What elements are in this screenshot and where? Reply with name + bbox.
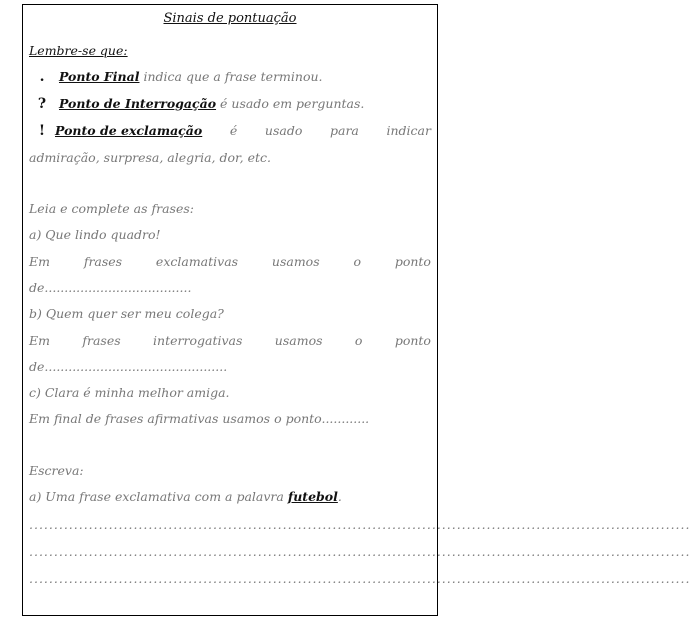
worksheet bbox=[22, 4, 690, 616]
exclamation-symbol: ! bbox=[38, 123, 46, 139]
question-symbol: ? bbox=[37, 96, 47, 112]
answer-line[interactable]: ..................................................................................................................................... bbox=[29, 517, 690, 532]
sentence-b-blank: de.............................................. bbox=[29, 359, 228, 374]
exercise2-item-a bbox=[29, 489, 431, 504]
page-title: Sinais de pontuação bbox=[163, 11, 297, 26]
rule-text: indica que a frase terminou. bbox=[143, 69, 323, 84]
word: frases bbox=[83, 254, 123, 269]
sentence-a: a) Que lindo quadro! bbox=[29, 227, 161, 242]
keyword: futebol bbox=[287, 489, 338, 504]
sentence-b-prompt bbox=[29, 333, 431, 348]
word: interrogativas bbox=[153, 333, 243, 348]
word: exclamativas bbox=[155, 254, 239, 269]
answer-line[interactable]: ..................................................................................................................................... bbox=[29, 544, 690, 559]
word: frases bbox=[82, 333, 121, 348]
sentence-a-prompt bbox=[29, 254, 431, 269]
word: o bbox=[353, 254, 361, 269]
rule-name: Ponto de Interrogação bbox=[58, 96, 217, 111]
word: Em bbox=[29, 333, 50, 348]
rule-text: é usado em perguntas. bbox=[220, 96, 365, 111]
rule-word: para bbox=[329, 123, 359, 138]
lembre-heading: Lembre-se que: bbox=[29, 43, 128, 58]
sentence-c-prompt: Em final de frases afirmativas usamos o ponto............ bbox=[29, 411, 370, 426]
rule-word: usado bbox=[264, 123, 303, 138]
item-text: a) Uma frase exclamativa com a palavra bbox=[29, 489, 284, 504]
item-end: . bbox=[337, 489, 342, 504]
word: ponto bbox=[394, 333, 431, 348]
rule-exclamacao bbox=[29, 123, 431, 139]
exercise1-intro: Leia e complete as frases: bbox=[29, 201, 194, 216]
period-symbol: . bbox=[39, 69, 45, 85]
rule-exclamacao-cont: admiração, surpresa, alegria, dor, etc. bbox=[29, 150, 271, 165]
rule-ponto-final bbox=[29, 69, 431, 85]
answer-line[interactable]: ..................................................................................................................................... bbox=[29, 571, 690, 586]
word: ponto bbox=[394, 254, 431, 269]
sentence-a-blank: de..................................... bbox=[29, 280, 192, 295]
word: Em bbox=[29, 254, 50, 269]
sentence-b: b) Quem quer ser meu colega? bbox=[29, 306, 224, 321]
exercise2-intro: Escreva: bbox=[29, 463, 84, 478]
word: usamos bbox=[274, 333, 323, 348]
rule-name: Ponto Final bbox=[58, 69, 140, 84]
word: o bbox=[354, 333, 363, 348]
rule-word: é bbox=[229, 123, 238, 138]
word: usamos bbox=[271, 254, 320, 269]
rule-word: indicar bbox=[386, 123, 431, 138]
rule-name: Ponto de exclamação bbox=[55, 123, 203, 138]
rule-interrogacao bbox=[29, 96, 431, 112]
sentence-c: c) Clara é minha melhor amiga. bbox=[29, 385, 230, 400]
